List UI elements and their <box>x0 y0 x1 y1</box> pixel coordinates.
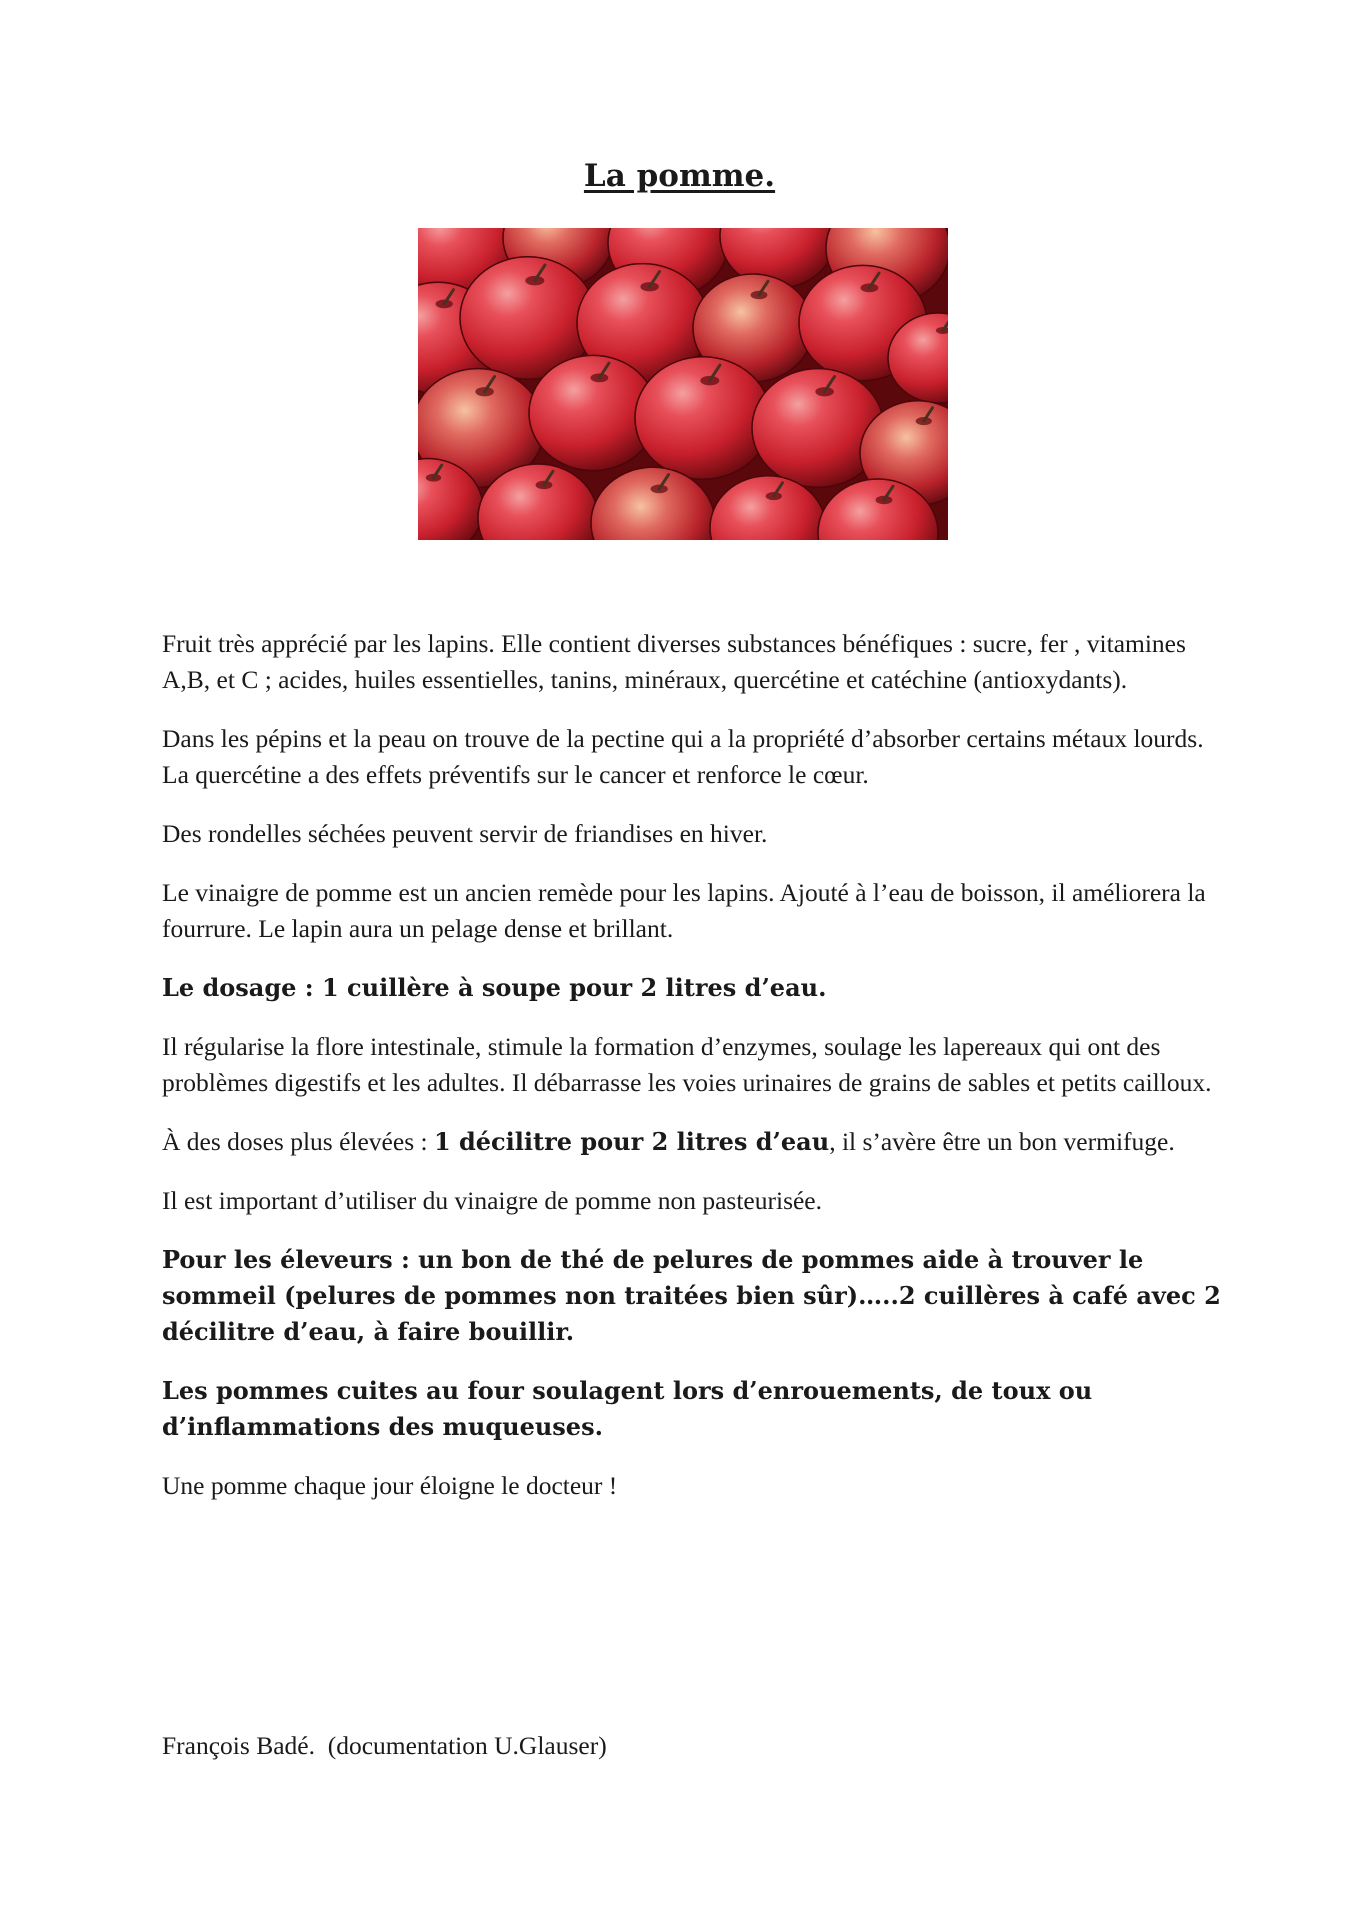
apple <box>635 357 771 479</box>
apples-illustration <box>418 228 948 540</box>
paragraph-flora: Il régularise la flore intestinale, stimule la formation d’enzymes, soulage les lapereaux qui ont des problèmes digestifs et les adultes. Il débarrasse les voies urinaires de grains de sables et petits cailloux. <box>162 1032 1212 1097</box>
paragraph-proverb: Une pomme chaque jour éloigne le docteur ! <box>162 1471 618 1500</box>
higher-doses-rest: , il s’avère être un bon vermifuge. <box>829 1127 1175 1156</box>
paragraph-unpasteurized: Il est important d’utiliser du vinaigre de pomme non pasteurisée. <box>162 1186 822 1215</box>
paragraph-dosage: Le dosage : 1 cuillère à soupe pour 2 litres d’eau. <box>162 973 827 1002</box>
apples-photo <box>418 228 948 540</box>
page-title: La pomme. <box>583 158 776 194</box>
higher-doses-text: À des doses plus élevées : <box>162 1127 434 1156</box>
article-body <box>162 626 1222 1527</box>
paragraph-intro: Fruit très apprécié par les lapins. Elle contient diverses substances bénéfiques : sucre, fer , vitamines A,B, et C ; acides, huiles essentielles, tanins, minéraux, quercétine et catéchine (antioxydants). <box>162 629 1186 694</box>
higher-doses-amount: 1 décilitre pour 2 litres d’eau <box>433 1127 830 1156</box>
paragraph-dried-slices: Des rondelles séchées peuvent servir de friandises en hiver. <box>162 819 768 848</box>
paragraph-vinegar: Le vinaigre de pomme est un ancien remède pour les lapins. Ajouté à l’eau de boisson, il améliorera la fourrure. Le lapin aura un pelage dense et brillant. <box>162 878 1206 943</box>
paragraph-breeders: Pour les éleveurs : un bon de thé de pelures de pommes aide à trouver le sommeil (pelures de pommes non traitées bien sûr)…..2 cuillères à café avec 2 décilitre d’eau, à faire bouillir. <box>162 1245 1221 1346</box>
paragraph-baked-apples: Les pommes cuites au four soulagent lors d’enrouements, de toux ou d’inflammations des muqueuses. <box>162 1376 1093 1441</box>
paragraph-pectin: Dans les pépins et la peau on trouve de la pectine qui a la propriété d’absorber certains métaux lourds. La quercétine a des effets préventifs sur le cancer et renforce le cœur. <box>162 724 1204 789</box>
paragraph-higher-doses <box>162 1124 1222 1160</box>
author-signature: François Badé. (documentation U.Glauser) <box>162 1731 607 1760</box>
